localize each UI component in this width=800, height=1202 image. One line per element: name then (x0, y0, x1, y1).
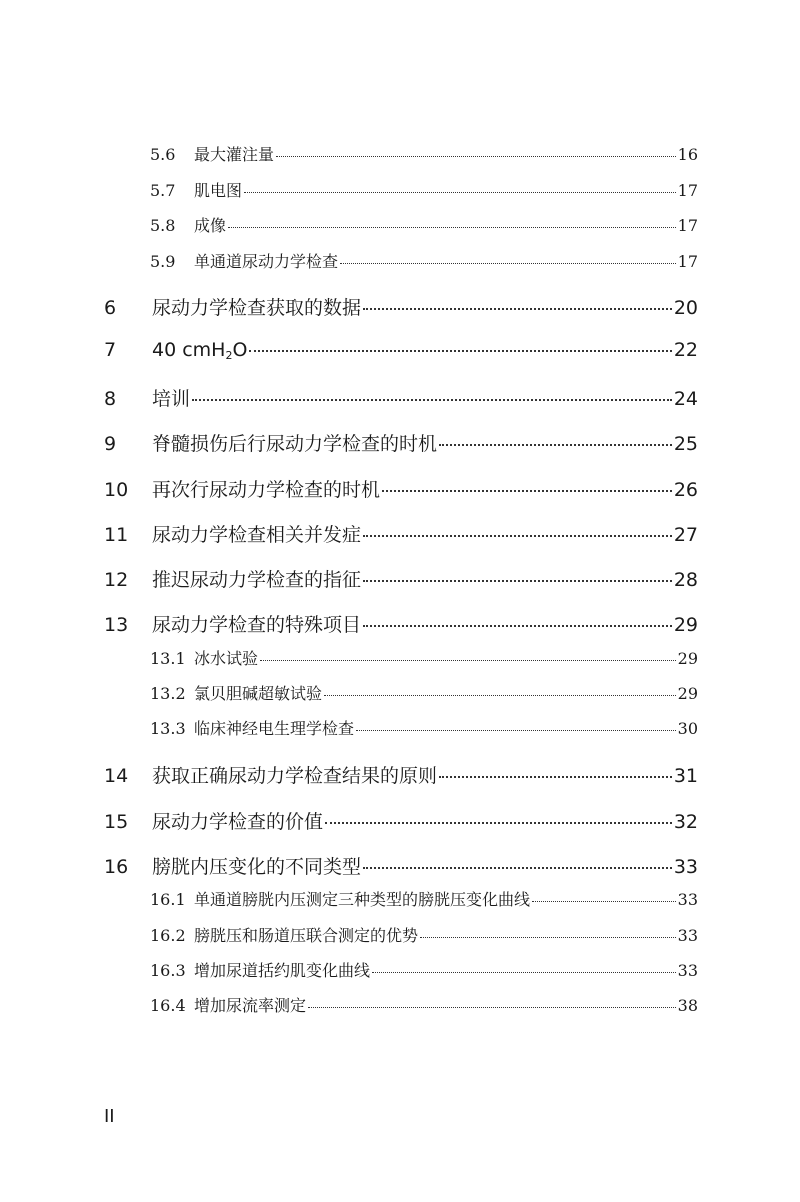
entry-title: 膀胱内压变化的不同类型 (152, 856, 362, 878)
entry-title: 临床神经电生理学检查 (194, 719, 355, 738)
entry-number: 13.2 (150, 684, 186, 703)
toc-entry[interactable] (150, 213, 698, 236)
toc-entry[interactable] (150, 681, 698, 704)
entry-page-number: 32 (673, 811, 698, 833)
entry-number: 14 (104, 765, 129, 787)
dot-leader (363, 867, 672, 869)
toc-entry[interactable] (150, 887, 698, 910)
toc-entry[interactable] (104, 610, 698, 637)
entry-number: 16.1 (150, 890, 186, 909)
toc-entry[interactable] (104, 293, 698, 320)
toc-entry[interactable] (150, 716, 698, 739)
entry-number: 12 (104, 569, 129, 591)
entry-title: 冰水试验 (194, 649, 259, 668)
entry-page-number: 33 (677, 961, 698, 980)
entry-title: 再次行尿动力学检查的时机 (152, 479, 381, 501)
dot-leader (363, 535, 672, 537)
toc-entry[interactable] (150, 923, 698, 946)
entry-page-number: 30 (677, 719, 698, 738)
entry-page-number: 29 (673, 614, 698, 636)
entry-title: 氯贝胆碱超敏试验 (194, 684, 323, 703)
entry-title: 肌电图 (194, 181, 243, 200)
entry-title: 单通道尿动力学检查 (194, 252, 339, 271)
entry-title: 单通道膀胱内压测定三种类型的膀胱压变化曲线 (194, 890, 531, 909)
dot-leader (249, 350, 671, 352)
entry-number: 7 (104, 339, 117, 361)
dot-leader (260, 660, 676, 661)
entry-title: 推迟尿动力学检查的指征 (152, 569, 362, 591)
title-part: O (232, 339, 248, 361)
entry-number: 13.1 (150, 649, 186, 668)
entry-number: 16.2 (150, 926, 186, 945)
dot-leader (324, 695, 676, 696)
entry-page-number: 33 (677, 926, 698, 945)
entry-number: 9 (104, 433, 117, 455)
toc-entry[interactable] (150, 993, 698, 1016)
entry-number: 13 (104, 614, 129, 636)
entry-number: 10 (104, 479, 129, 501)
entry-page-number: 17 (677, 216, 698, 235)
entry-title: 增加尿道括约肌变化曲线 (194, 961, 371, 980)
toc-entry[interactable] (150, 142, 698, 165)
entry-page-number: 31 (673, 765, 698, 787)
entry-page-number: 22 (673, 339, 698, 361)
entry-number: 11 (104, 524, 129, 546)
title-part: 40 cmH (152, 339, 226, 361)
dot-leader (439, 444, 672, 446)
entry-page-number: 25 (673, 433, 698, 455)
dot-leader (356, 730, 676, 731)
entry-page-number: 17 (677, 181, 698, 200)
toc-entry[interactable] (104, 475, 698, 502)
dot-leader (420, 937, 676, 938)
entry-title: 尿动力学检查相关并发症 (152, 524, 362, 546)
dot-leader (363, 580, 672, 582)
toc-entry[interactable] (150, 646, 698, 669)
dot-leader (372, 972, 676, 973)
entry-title: 最大灌注量 (194, 145, 275, 164)
entry-number: 5.6 (150, 145, 176, 164)
entry-page-number: 26 (673, 479, 698, 501)
entry-page-number: 27 (673, 524, 698, 546)
entry-title: 增加尿流率测定 (194, 996, 307, 1015)
dot-leader (244, 192, 676, 193)
entry-number: 13.3 (150, 719, 186, 738)
entry-page-number: 33 (673, 856, 698, 878)
entry-page-number: 16 (677, 145, 698, 164)
entry-title: 培训 (152, 388, 191, 410)
toc-entry[interactable] (150, 178, 698, 201)
entry-title: 获取正确尿动力学检查结果的原则 (152, 765, 438, 787)
toc-entry[interactable] (104, 384, 698, 411)
dot-leader (276, 156, 676, 157)
folio-page-label: II (104, 1106, 115, 1127)
entry-number: 8 (104, 388, 117, 410)
toc-entry[interactable] (104, 429, 698, 456)
entry-title: 尿动力学检查的特殊项目 (152, 614, 362, 636)
toc-entry[interactable] (104, 520, 698, 547)
dot-leader (228, 227, 676, 228)
entry-title: 尿动力学检查获取的数据 (152, 297, 362, 319)
toc-entry[interactable] (104, 565, 698, 592)
entry-title: 脊髓损伤后行尿动力学检查的时机 (152, 433, 438, 455)
dot-leader (192, 399, 672, 401)
entry-number: 5.8 (150, 216, 176, 235)
entry-page-number: 29 (677, 649, 698, 668)
entry-page-number: 38 (677, 996, 698, 1015)
toc-entry[interactable] (104, 761, 698, 788)
toc-entry[interactable] (150, 958, 698, 981)
dot-leader (363, 308, 672, 310)
toc-entry[interactable] (150, 249, 698, 272)
entry-title: 成像 (194, 216, 227, 235)
dot-leader (363, 625, 672, 627)
dot-leader (340, 263, 676, 264)
subscript: 2 (225, 349, 233, 362)
entry-number: 6 (104, 297, 117, 319)
entry-page-number: 33 (677, 890, 698, 909)
toc-entry[interactable] (104, 339, 698, 362)
entry-number: 15 (104, 811, 129, 833)
dot-leader (532, 901, 676, 902)
toc-entry[interactable] (104, 807, 698, 834)
entry-number: 16.3 (150, 961, 186, 980)
entry-number: 5.7 (150, 181, 176, 200)
entry-page-number: 29 (677, 684, 698, 703)
entry-page-number: 20 (673, 297, 698, 319)
dot-leader (439, 776, 672, 778)
entry-title: 膀胱压和肠道压联合测定的优势 (194, 926, 419, 945)
dot-leader (325, 822, 672, 824)
entry-page-number: 28 (673, 569, 698, 591)
entry-title (152, 339, 247, 362)
dot-leader (308, 1007, 676, 1008)
toc-entry[interactable] (104, 852, 698, 879)
entry-number: 16 (104, 856, 129, 878)
entry-page-number: 24 (673, 388, 698, 410)
entry-title: 尿动力学检查的价值 (152, 811, 324, 833)
entry-number: 5.9 (150, 252, 176, 271)
entry-page-number: 17 (677, 252, 698, 271)
entry-number: 16.4 (150, 996, 186, 1015)
dot-leader (382, 490, 672, 492)
